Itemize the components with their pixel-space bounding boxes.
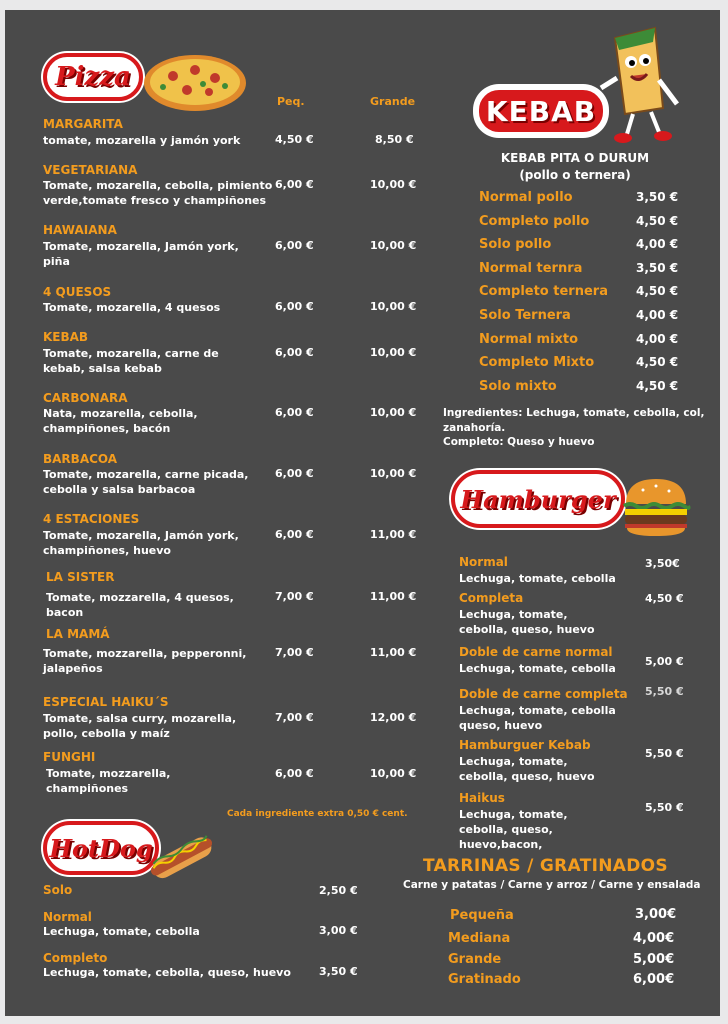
pizza-price-large: 10,00 € xyxy=(370,346,417,359)
pizza-desc: Tomate, mozarella, Jamón york, piña xyxy=(43,240,239,268)
pizza-name: VEGETARIANA xyxy=(43,163,138,177)
pizza-price-large: 10,00 € xyxy=(370,467,417,480)
tarrinas-price: 3,00€ xyxy=(635,907,677,922)
hamburger-price: 5,50 € xyxy=(645,801,684,814)
kebab-name: Completo pollo xyxy=(479,214,590,229)
pizza-name: 4 ESTACIONES xyxy=(43,512,140,526)
pizza-name: LA MAMÁ xyxy=(46,627,110,641)
kebab-completo: Completo: Queso y huevo xyxy=(443,436,595,448)
hotdog-name: Solo xyxy=(43,883,73,897)
pizza-desc: Tomate, mozarella, 4 quesos xyxy=(43,301,221,314)
pizza-price-large: 11,00 € xyxy=(370,528,417,541)
kebab-price: 4,00 € xyxy=(636,332,679,346)
pizza-price-large: 10,00 € xyxy=(370,300,417,313)
pizza-col-small: Peq. xyxy=(277,95,305,108)
hamburger-name: Doble de carne normal xyxy=(459,645,613,659)
kebab-price: 4,50 € xyxy=(636,214,679,228)
pizza-col-large: Grande xyxy=(370,95,416,108)
pizza-price-large: 12,00 € xyxy=(370,711,417,724)
kebab-price: 4,50 € xyxy=(636,355,679,369)
kebab-mascot-icon xyxy=(595,18,685,146)
tarrinas-name: Grande xyxy=(448,952,502,967)
kebab-logo xyxy=(475,86,607,136)
hamburger-icon xyxy=(621,476,691,538)
hamburger-price: 5,50 € xyxy=(645,747,684,760)
tarrinas-title: TARRINAS / GRATINADOS xyxy=(423,856,668,876)
kebab-name: Normal mixto xyxy=(479,332,579,347)
hotdog-logo-text: HotDog xyxy=(49,833,153,863)
hamburger-price: 4,50 € xyxy=(645,592,684,605)
pizza-desc: Tomate, mozarella, carne de kebab, salsa kebab xyxy=(43,347,219,375)
hotdog-icon xyxy=(145,828,217,884)
pizza-price-small: 6,00 € xyxy=(275,178,314,191)
hamburger-name: Doble de carne completa xyxy=(459,687,628,701)
pizza-price-small: 6,00 € xyxy=(275,239,314,252)
hamburger-desc: Lechuga, tomate, cebolla, queso, huevo,bacon, xyxy=(459,808,568,851)
pizza-desc: tomate, mozarella y jamón york xyxy=(43,134,241,147)
pizza-logo xyxy=(43,53,143,101)
hamburger-price: 5,00 € xyxy=(645,655,684,668)
kebab-price: 3,50 € xyxy=(636,190,679,204)
pizza-price-large: 10,00 € xyxy=(370,239,417,252)
hotdog-price: 3,00 € xyxy=(319,924,358,937)
hamburger-desc: Lechuga, tomate, cebolla queso, huevo xyxy=(459,704,616,732)
hamburger-logo-text: Hamburger xyxy=(460,484,616,514)
pizza-desc: Tomate, mozzarella, pepperonni, jalapeños xyxy=(43,647,247,675)
hamburger-logo xyxy=(451,470,625,528)
pizza-price-small: 7,00 € xyxy=(275,646,314,659)
pizza-name: BARBACOA xyxy=(43,452,118,466)
hotdog-logo xyxy=(43,821,159,875)
pizza-price-small: 6,00 € xyxy=(275,300,314,313)
hotdog-desc: Lechuga, tomate, cebolla xyxy=(43,925,200,938)
kebab-name: Completo ternera xyxy=(479,284,608,299)
pizza-price-small: 7,00 € xyxy=(275,590,314,603)
kebab-price: 4,00 € xyxy=(636,308,679,322)
kebab-price: 3,50 € xyxy=(636,261,679,275)
pizza-logo-text: Pizza xyxy=(55,62,131,92)
hotdog-desc: Lechuga, tomate, cebolla, queso, huevo xyxy=(43,966,291,979)
pizza-price-large: 10,00 € xyxy=(370,178,417,191)
hamburger-name: Haikus xyxy=(459,791,505,805)
pizza-price-small: 4,50 € xyxy=(275,133,314,146)
hotdog-name: Completo xyxy=(43,951,108,965)
pizza-price-small: 6,00 € xyxy=(275,467,314,480)
pizza-name: FUNGHI xyxy=(43,750,96,764)
pizza-desc: Tomate, mozarella, cebolla, pimiento verde,tomate fresco y champiñones xyxy=(43,179,273,207)
tarrinas-name: Mediana xyxy=(448,931,511,946)
pizza-name: 4 QUESOS xyxy=(43,285,112,299)
pizza-price-small: 6,00 € xyxy=(275,346,314,359)
hamburger-desc: Lechuga, tomate, cebolla xyxy=(459,572,616,585)
hamburger-name: Hamburguer Kebab xyxy=(459,738,591,752)
tarrinas-subtitle: Carne y patatas / Carne y arroz / Carne y ensalada xyxy=(403,879,701,891)
kebab-price: 4,50 € xyxy=(636,284,679,298)
pizza-desc: Tomate, mozarella, carne picada, cebolla y salsa barbacoa xyxy=(43,468,249,496)
pizza-price-large: 10,00 € xyxy=(370,767,417,780)
kebab-name: Normal pollo xyxy=(479,190,573,205)
pizza-name: CARBONARA xyxy=(43,391,128,405)
hamburger-price: 5,50 € xyxy=(645,685,684,698)
kebab-title-line2: (pollo o ternera) xyxy=(519,168,631,182)
pizza-price-small: 6,00 € xyxy=(275,406,314,419)
pizza-price-large: 10,00 € xyxy=(370,406,417,419)
pizza-desc: Tomate, mozzarella, 4 quesos, bacon xyxy=(46,591,234,619)
pizza-name: LA SISTER xyxy=(46,570,115,584)
pizza-desc: Tomate, mozzarella, champiñones xyxy=(46,767,171,795)
kebab-title-line1: KEBAB PITA O DURUM xyxy=(500,151,650,165)
pizza-desc: Tomate, salsa curry, mozarella, pollo, cebolla y maíz xyxy=(43,712,237,740)
pizza-price-small: 6,00 € xyxy=(275,528,314,541)
hamburger-name: Normal xyxy=(459,555,508,569)
kebab-name: Completo Mixto xyxy=(479,355,595,370)
pizza-desc: Tomate, mozarella, Jamón york, champiñones, huevo xyxy=(43,529,239,557)
pizza-price-small: 6,00 € xyxy=(275,767,314,780)
pizza-price-large: 11,00 € xyxy=(370,646,417,659)
pizza-name: MARGARITA xyxy=(43,117,123,131)
pizza-icon xyxy=(143,54,247,112)
hamburger-price: 3,50€ xyxy=(645,557,680,570)
tarrinas-price: 6,00€ xyxy=(633,972,675,987)
pizza-name: ESPECIAL HAIKU´S xyxy=(43,695,169,709)
hotdog-price: 2,50 € xyxy=(319,884,358,897)
pizza-name: HAWAIANA xyxy=(43,223,117,237)
hamburger-desc: Lechuga, tomate, cebolla xyxy=(459,662,616,675)
kebab-name: Solo Ternera xyxy=(479,308,571,323)
tarrinas-price: 5,00€ xyxy=(633,952,675,967)
pizza-price-large: 8,50 € xyxy=(375,133,414,146)
pizza-name: KEBAB xyxy=(43,330,89,344)
kebab-title xyxy=(445,150,705,184)
tarrinas-name: Gratinado xyxy=(448,972,521,987)
pizza-extra-note: Cada ingrediente extra 0,50 € cent. xyxy=(227,809,408,819)
tarrinas-price: 4,00€ xyxy=(633,931,675,946)
hotdog-price: 3,50 € xyxy=(319,965,358,978)
kebab-price: 4,50 € xyxy=(636,379,679,393)
kebab-price: 4,00 € xyxy=(636,237,679,251)
hotdog-name: Normal xyxy=(43,910,92,924)
kebab-logo-text: KEBAB xyxy=(485,94,597,128)
hamburger-desc: Lechuga, tomate, cebolla, queso, huevo xyxy=(459,755,595,783)
pizza-price-large: 11,00 € xyxy=(370,590,417,603)
pizza-desc: Nata, mozarella, cebolla, champiñones, bacón xyxy=(43,407,198,435)
hamburger-desc: Lechuga, tomate, cebolla, queso, huevo xyxy=(459,608,595,636)
kebab-ingredients: Ingredientes: Lechuga, tomate, cebolla, col, zanahoría. xyxy=(443,407,705,434)
kebab-name: Normal ternra xyxy=(479,261,583,276)
kebab-name: Solo pollo xyxy=(479,237,552,252)
hamburger-name: Completa xyxy=(459,591,524,605)
kebab-name: Solo mixto xyxy=(479,379,557,394)
pizza-price-small: 7,00 € xyxy=(275,711,314,724)
tarrinas-name: Pequeña xyxy=(450,908,514,923)
menu-page xyxy=(5,10,720,1016)
